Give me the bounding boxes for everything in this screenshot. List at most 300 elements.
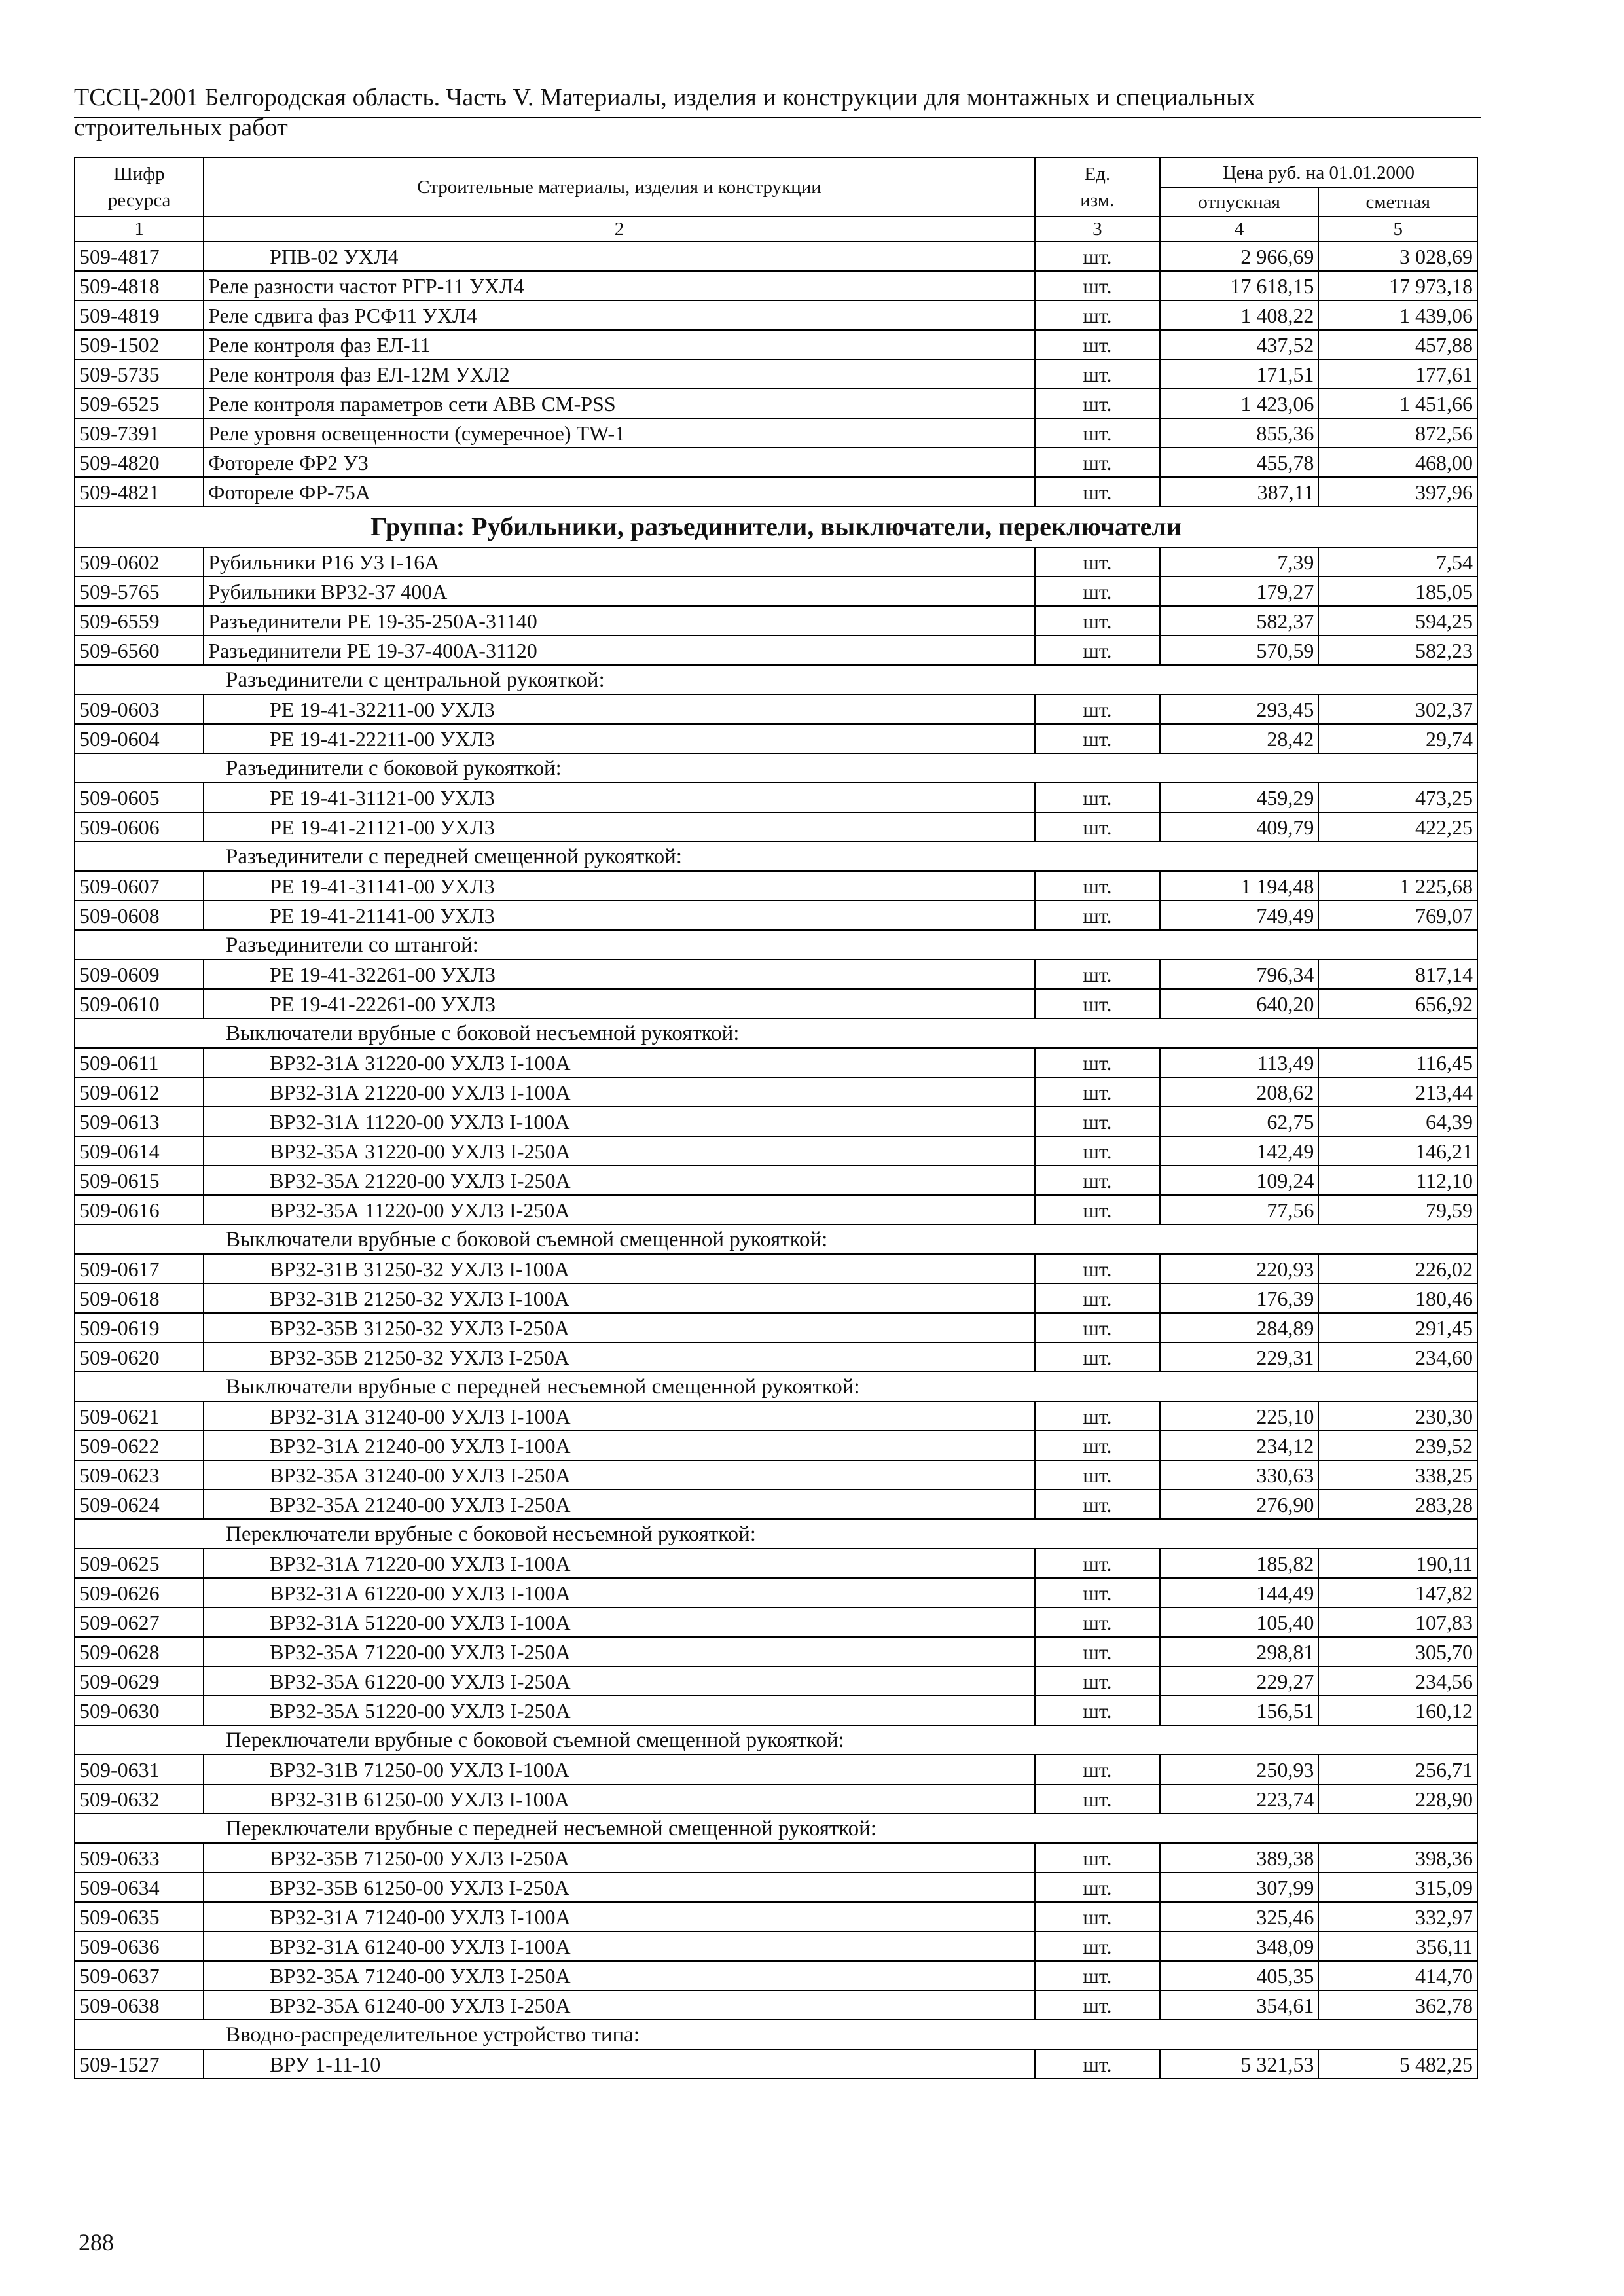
estimate-price-cell: 7,54 [1318,547,1477,577]
unit-cell: шт. [1035,1166,1160,1195]
col-number: 4 [1160,217,1319,242]
unit-cell: шт. [1035,1195,1160,1225]
release-price-cell: 749,49 [1160,901,1319,930]
estimate-price-cell: 226,02 [1318,1254,1477,1283]
resource-code-cell: 509-0607 [75,871,204,901]
release-price-cell: 389,38 [1160,1843,1319,1873]
estimate-price-cell: 234,56 [1318,1666,1477,1696]
table-row [75,1784,1477,1814]
table-row [75,724,1477,753]
material-name-cell: ВР32-35В 61250-00 УХЛ3 I-250А [204,1873,1035,1902]
release-price-cell: 307,99 [1160,1873,1319,1902]
unit-cell: шт. [1035,1549,1160,1578]
table-row [75,477,1477,507]
release-price-cell: 284,89 [1160,1313,1319,1342]
release-price-cell: 77,56 [1160,1195,1319,1225]
table-row [75,300,1477,330]
table-row [75,989,1477,1018]
resource-code-cell: 509-0627 [75,1607,204,1637]
table-row [75,871,1477,901]
estimate-price-cell: 305,70 [1318,1637,1477,1666]
release-price-cell: 28,42 [1160,724,1319,753]
estimate-price-cell: 457,88 [1318,330,1477,359]
subgroup-heading: Разъединители с центральной рукояткой: [75,665,1477,694]
material-name-cell: ВР32-31А 61220-00 УХЛ3 I-100А [204,1578,1035,1607]
price-table [74,157,1478,2079]
material-name-cell: ВР32-31А 11220-00 УХЛ3 I-100А [204,1107,1035,1136]
material-name-cell: Реле разности частот РГР-11 УХЛ4 [204,271,1035,300]
table-row [75,1873,1477,1902]
estimate-price-cell: 180,46 [1318,1283,1477,1313]
col-number: 3 [1035,217,1160,242]
unit-cell: шт. [1035,1077,1160,1107]
release-price-cell: 156,51 [1160,1696,1319,1725]
subgroup-heading: Разъединители со штангой: [75,930,1477,960]
table-row [75,960,1477,989]
resource-code-cell: 509-0603 [75,694,204,724]
table-row [75,812,1477,842]
resource-code-cell: 509-0602 [75,547,204,577]
estimate-price-cell: 656,92 [1318,989,1477,1018]
unit-cell: шт. [1035,359,1160,389]
unit-cell: шт. [1035,242,1160,271]
unit-cell: шт. [1035,1902,1160,1931]
release-price-cell: 298,81 [1160,1637,1319,1666]
subgroup-heading: Выключатели врубные с боковой несъемной рукояткой: [75,1018,1477,1048]
unit-cell: шт. [1035,1460,1160,1490]
table-row [75,606,1477,636]
release-price-cell: 176,39 [1160,1283,1319,1313]
material-name-cell: ВРУ 1-11-10 [204,2049,1035,2079]
subgroup-heading: Вводно-распределительное устройство типа: [75,2020,1477,2049]
release-price-cell: 348,09 [1160,1931,1319,1961]
table-row [75,1342,1477,1372]
estimate-price-cell: 315,09 [1318,1873,1477,1902]
table-row [75,1283,1477,1313]
resource-code-cell: 509-0634 [75,1873,204,1902]
material-name-cell: Реле контроля фаз ЕЛ-12М УХЛ2 [204,359,1035,389]
release-price-cell: 325,46 [1160,1902,1319,1931]
release-price-cell: 225,10 [1160,1401,1319,1431]
release-price-cell: 179,27 [1160,577,1319,606]
estimate-price-cell: 116,45 [1318,1048,1477,1077]
subgroup-heading: Выключатели врубные с боковой съемной смещенной рукояткой: [75,1225,1477,1254]
unit-cell: шт. [1035,960,1160,989]
col-header-code: Шифр ресурса [75,158,204,217]
resource-code-cell: 509-0635 [75,1902,204,1931]
resource-code-cell: 509-1527 [75,2049,204,2079]
material-name-cell: ВР32-31В 61250-00 УХЛ3 I-100А [204,1784,1035,1814]
material-name-cell: ВР32-31А 51220-00 УХЛ3 I-100А [204,1607,1035,1637]
resource-code-cell: 509-0622 [75,1431,204,1460]
unit-cell: шт. [1035,694,1160,724]
col-header-name: Строительные материалы, изделия и конструкции [204,158,1035,217]
unit-cell: шт. [1035,783,1160,812]
release-price-cell: 5 321,53 [1160,2049,1319,2079]
resource-code-cell: 509-0606 [75,812,204,842]
resource-code-cell: 509-0630 [75,1696,204,1725]
unit-cell: шт. [1035,418,1160,448]
release-price-cell: 185,82 [1160,1549,1319,1578]
table-row [75,1107,1477,1136]
unit-cell: шт. [1035,871,1160,901]
unit-cell: шт. [1035,1136,1160,1166]
resource-code-cell: 509-0614 [75,1136,204,1166]
resource-code-cell: 509-0633 [75,1843,204,1873]
table-row [75,1843,1477,1873]
estimate-price-cell: 414,70 [1318,1961,1477,1990]
table-row [75,1931,1477,1961]
table-row [75,1549,1477,1578]
resource-code-cell: 509-0609 [75,960,204,989]
unit-cell: шт. [1035,901,1160,930]
material-name-cell: РЕ 19-41-31141-00 УХЛ3 [204,871,1035,901]
unit-cell: шт. [1035,812,1160,842]
unit-cell: шт. [1035,606,1160,636]
unit-cell: шт. [1035,477,1160,507]
estimate-price-cell: 422,25 [1318,812,1477,842]
estimate-price-cell: 1 451,66 [1318,389,1477,418]
table-row [75,242,1477,271]
estimate-price-cell: 190,11 [1318,1549,1477,1578]
unit-cell: шт. [1035,1696,1160,1725]
unit-cell: шт. [1035,636,1160,665]
material-name-cell: Рубильники Р16 У3 I-16А [204,547,1035,577]
release-price-cell: 220,93 [1160,1254,1319,1283]
subgroup-heading-row [75,842,1477,871]
estimate-price-cell: 3 028,69 [1318,242,1477,271]
resource-code-cell: 509-0619 [75,1313,204,1342]
table-row [75,901,1477,930]
estimate-price-cell: 64,39 [1318,1107,1477,1136]
material-name-cell: ВР32-31А 21240-00 УХЛ3 I-100А [204,1431,1035,1460]
unit-cell: шт. [1035,1637,1160,1666]
estimate-price-cell: 338,25 [1318,1460,1477,1490]
resource-code-cell: 509-0610 [75,989,204,1018]
material-name-cell: ВР32-35В 71250-00 УХЛ3 I-250А [204,1843,1035,1873]
table-row [75,1902,1477,1931]
release-price-cell: 142,49 [1160,1136,1319,1166]
estimate-price-cell: 769,07 [1318,901,1477,930]
resource-code-cell: 509-0632 [75,1784,204,1814]
estimate-price-cell: 397,96 [1318,477,1477,507]
estimate-price-cell: 29,74 [1318,724,1477,753]
release-price-cell: 1 423,06 [1160,389,1319,418]
release-price-cell: 234,12 [1160,1431,1319,1460]
header-title-line1: ТССЦ-2001 Белгородская область. Часть V. Материалы, изделия и конструкции для монтажных и специальных [74,84,1255,111]
resource-code-cell: 509-0605 [75,783,204,812]
release-price-cell: 229,27 [1160,1666,1319,1696]
material-name-cell: Фотореле ФР2 У3 [204,448,1035,477]
table-row [75,1696,1477,1725]
table-row [75,359,1477,389]
price-table-body [75,242,1477,2079]
material-name-cell: РПВ-02 УХЛ4 [204,242,1035,271]
material-name-cell: Разъединители РЕ 19-37-400А-31120 [204,636,1035,665]
estimate-price-cell: 146,21 [1318,1136,1477,1166]
release-price-cell: 437,52 [1160,330,1319,359]
subgroup-heading-row [75,1018,1477,1048]
resource-code-cell: 509-6525 [75,389,204,418]
resource-code-cell: 509-5735 [75,359,204,389]
table-row [75,1460,1477,1490]
subgroup-heading: Переключатели врубные с передней несъемной смещенной рукояткой: [75,1814,1477,1843]
release-price-cell: 113,49 [1160,1048,1319,1077]
release-price-cell: 459,29 [1160,783,1319,812]
material-name-cell: ВР32-35А 51220-00 УХЛ3 I-250А [204,1696,1035,1725]
unit-cell: шт. [1035,577,1160,606]
release-price-cell: 109,24 [1160,1166,1319,1195]
estimate-price-cell: 160,12 [1318,1696,1477,1725]
release-price-cell: 409,79 [1160,812,1319,842]
subgroup-heading: Переключатели врубные с боковой съемной смещенной рукояткой: [75,1725,1477,1755]
table-row [75,1578,1477,1607]
group-heading: Группа: Рубильники, разъединители, выключатели, переключатели [75,507,1477,547]
table-row [75,1755,1477,1784]
estimate-price-cell: 230,30 [1318,1401,1477,1431]
unit-cell: шт. [1035,2049,1160,2079]
material-name-cell: РЕ 19-41-21141-00 УХЛ3 [204,901,1035,930]
unit-cell: шт. [1035,989,1160,1018]
resource-code-cell: 509-0620 [75,1342,204,1372]
release-price-cell: 1 408,22 [1160,300,1319,330]
estimate-price-cell: 356,11 [1318,1931,1477,1961]
release-price-cell: 62,75 [1160,1107,1319,1136]
estimate-price-cell: 256,71 [1318,1755,1477,1784]
resource-code-cell: 509-0638 [75,1990,204,2020]
table-row [75,577,1477,606]
resource-code-cell: 509-5765 [75,577,204,606]
page-number: 288 [79,2229,114,2255]
unit-cell: шт. [1035,1843,1160,1873]
estimate-price-cell: 5 482,25 [1318,2049,1477,2079]
table-row [75,1990,1477,2020]
unit-cell: шт. [1035,1490,1160,1519]
estimate-price-cell: 302,37 [1318,694,1477,724]
resource-code-cell: 509-0618 [75,1283,204,1313]
table-row [75,1490,1477,1519]
material-name-cell: ВР32-35А 71220-00 УХЛ3 I-250А [204,1637,1035,1666]
table-row [75,694,1477,724]
table-row [75,448,1477,477]
material-name-cell: ВР32-35А 61240-00 УХЛ3 I-250А [204,1990,1035,2020]
subgroup-heading-row [75,1725,1477,1755]
subgroup-heading-row [75,2020,1477,2049]
subgroup-heading-row [75,1814,1477,1843]
estimate-price-cell: 239,52 [1318,1431,1477,1460]
release-price-cell: 796,34 [1160,960,1319,989]
unit-cell: шт. [1035,1254,1160,1283]
release-price-cell: 17 618,15 [1160,271,1319,300]
resource-code-cell: 509-0637 [75,1961,204,1990]
release-price-cell: 105,40 [1160,1607,1319,1637]
resource-code-cell: 509-0623 [75,1460,204,1490]
unit-cell: шт. [1035,1931,1160,1961]
estimate-price-cell: 112,10 [1318,1166,1477,1195]
material-name-cell: ВР32-35А 31220-00 УХЛ3 I-250А [204,1136,1035,1166]
release-price-cell: 144,49 [1160,1578,1319,1607]
estimate-price-cell: 147,82 [1318,1578,1477,1607]
release-price-cell: 2 966,69 [1160,242,1319,271]
estimate-price-cell: 291,45 [1318,1313,1477,1342]
estimate-price-cell: 1 439,06 [1318,300,1477,330]
unit-cell: шт. [1035,1755,1160,1784]
release-price-cell: 582,37 [1160,606,1319,636]
unit-cell: шт. [1035,1961,1160,1990]
table-row [75,1254,1477,1283]
release-price-cell: 223,74 [1160,1784,1319,1814]
table-row [75,418,1477,448]
subgroup-heading: Разъединители с боковой рукояткой: [75,753,1477,783]
estimate-price-cell: 107,83 [1318,1607,1477,1637]
material-name-cell: Реле контроля параметров сети ABB CM-PSS [204,389,1035,418]
col-header-price-release: отпускная [1160,187,1319,217]
release-price-cell: 1 194,48 [1160,871,1319,901]
estimate-price-cell: 234,60 [1318,1342,1477,1372]
unit-cell: шт. [1035,1283,1160,1313]
material-name-cell: ВР32-35А 11220-00 УХЛ3 I-250А [204,1195,1035,1225]
unit-cell: шт. [1035,1578,1160,1607]
unit-cell: шт. [1035,1401,1160,1431]
unit-cell: шт. [1035,1431,1160,1460]
col-header-unit: Ед. изм. [1035,158,1160,217]
header-title-line2: строительных работ [74,114,288,141]
release-price-cell: 293,45 [1160,694,1319,724]
unit-cell: шт. [1035,1990,1160,2020]
table-row [75,1431,1477,1460]
release-price-cell: 570,59 [1160,636,1319,665]
table-row [75,547,1477,577]
resource-code-cell: 509-0628 [75,1637,204,1666]
estimate-price-cell: 79,59 [1318,1195,1477,1225]
col-header-price-estimate: сметная [1318,187,1477,217]
table-row [75,1961,1477,1990]
unit-cell: шт. [1035,300,1160,330]
material-name-cell: Фотореле ФР-75А [204,477,1035,507]
material-name-cell: ВР32-35В 21250-32 УХЛ3 I-250А [204,1342,1035,1372]
release-price-cell: 455,78 [1160,448,1319,477]
material-name-cell: РЕ 19-41-31121-00 УХЛ3 [204,783,1035,812]
subgroup-heading-row [75,1372,1477,1401]
release-price-cell: 171,51 [1160,359,1319,389]
table-row [75,1637,1477,1666]
column-number-row [75,217,1477,242]
release-price-cell: 640,20 [1160,989,1319,1018]
table-row [75,2049,1477,2079]
resource-code-cell: 509-0617 [75,1254,204,1283]
unit-cell: шт. [1035,271,1160,300]
unit-cell: шт. [1035,1313,1160,1342]
resource-code-cell: 509-4819 [75,300,204,330]
estimate-price-cell: 177,61 [1318,359,1477,389]
estimate-price-cell: 213,44 [1318,1077,1477,1107]
estimate-price-cell: 473,25 [1318,783,1477,812]
material-name-cell: ВР32-31А 21220-00 УХЛ3 I-100А [204,1077,1035,1107]
unit-cell: шт. [1035,330,1160,359]
resource-code-cell: 509-0613 [75,1107,204,1136]
subgroup-heading-row [75,665,1477,694]
subgroup-heading-row [75,753,1477,783]
table-row [75,1313,1477,1342]
unit-cell: шт. [1035,1666,1160,1696]
material-name-cell: РЕ 19-41-22261-00 УХЛ3 [204,989,1035,1018]
unit-cell: шт. [1035,1342,1160,1372]
subgroup-heading: Разъединители с передней смещенной рукояткой: [75,842,1477,871]
unit-cell: шт. [1035,389,1160,418]
material-name-cell: РЕ 19-41-22211-00 УХЛ3 [204,724,1035,753]
table-row [75,1666,1477,1696]
resource-code-cell: 509-0636 [75,1931,204,1961]
estimate-price-cell: 362,78 [1318,1990,1477,2020]
resource-code-cell: 509-0611 [75,1048,204,1077]
resource-code-cell: 509-0626 [75,1578,204,1607]
unit-cell: шт. [1035,724,1160,753]
resource-code-cell: 509-0604 [75,724,204,753]
resource-code-cell: 509-4820 [75,448,204,477]
release-price-cell: 354,61 [1160,1990,1319,2020]
estimate-price-cell: 468,00 [1318,448,1477,477]
material-name-cell: ВР32-31А 31240-00 УХЛ3 I-100А [204,1401,1035,1431]
table-row [75,1077,1477,1107]
col-number: 1 [75,217,204,242]
group-heading-row [75,507,1477,547]
unit-cell: шт. [1035,1048,1160,1077]
resource-code-cell: 509-0631 [75,1755,204,1784]
resource-code-cell: 509-7391 [75,418,204,448]
estimate-price-cell: 594,25 [1318,606,1477,636]
table-row [75,636,1477,665]
release-price-cell: 208,62 [1160,1077,1319,1107]
resource-code-cell: 509-0615 [75,1166,204,1195]
resource-code-cell: 509-0612 [75,1077,204,1107]
material-name-cell: ВР32-31А 61240-00 УХЛ3 I-100А [204,1931,1035,1961]
resource-code-cell: 509-1502 [75,330,204,359]
estimate-price-cell: 1 225,68 [1318,871,1477,901]
release-price-cell: 405,35 [1160,1961,1319,1990]
estimate-price-cell: 185,05 [1318,577,1477,606]
table-row [75,330,1477,359]
resource-code-cell: 509-0608 [75,901,204,930]
material-name-cell: ВР32-35А 31240-00 УХЛ3 I-250А [204,1460,1035,1490]
material-name-cell: ВР32-35А 71240-00 УХЛ3 I-250А [204,1961,1035,1990]
resource-code-cell: 509-0624 [75,1490,204,1519]
material-name-cell: ВР32-35А 21240-00 УХЛ3 I-250А [204,1490,1035,1519]
estimate-price-cell: 398,36 [1318,1843,1477,1873]
release-price-cell: 250,93 [1160,1755,1319,1784]
header-rule [74,117,1481,118]
unit-cell: шт. [1035,448,1160,477]
table-row [75,1607,1477,1637]
material-name-cell: ВР32-35А 61220-00 УХЛ3 I-250А [204,1666,1035,1696]
resource-code-cell: 509-4821 [75,477,204,507]
resource-code-cell: 509-6559 [75,606,204,636]
col-header-price: Цена руб. на 01.01.2000 [1160,158,1477,187]
material-name-cell: ВР32-35В 31250-32 УХЛ3 I-250А [204,1313,1035,1342]
estimate-price-cell: 582,23 [1318,636,1477,665]
material-name-cell: РЕ 19-41-21121-00 УХЛ3 [204,812,1035,842]
estimate-price-cell: 872,56 [1318,418,1477,448]
table-row [75,1166,1477,1195]
resource-code-cell: 509-0625 [75,1549,204,1578]
release-price-cell: 229,31 [1160,1342,1319,1372]
material-name-cell: Рубильники ВР32-37 400А [204,577,1035,606]
unit-cell: шт. [1035,547,1160,577]
release-price-cell: 276,90 [1160,1490,1319,1519]
estimate-price-cell: 283,28 [1318,1490,1477,1519]
release-price-cell: 855,36 [1160,418,1319,448]
material-name-cell: РЕ 19-41-32261-00 УХЛ3 [204,960,1035,989]
estimate-price-cell: 228,90 [1318,1784,1477,1814]
